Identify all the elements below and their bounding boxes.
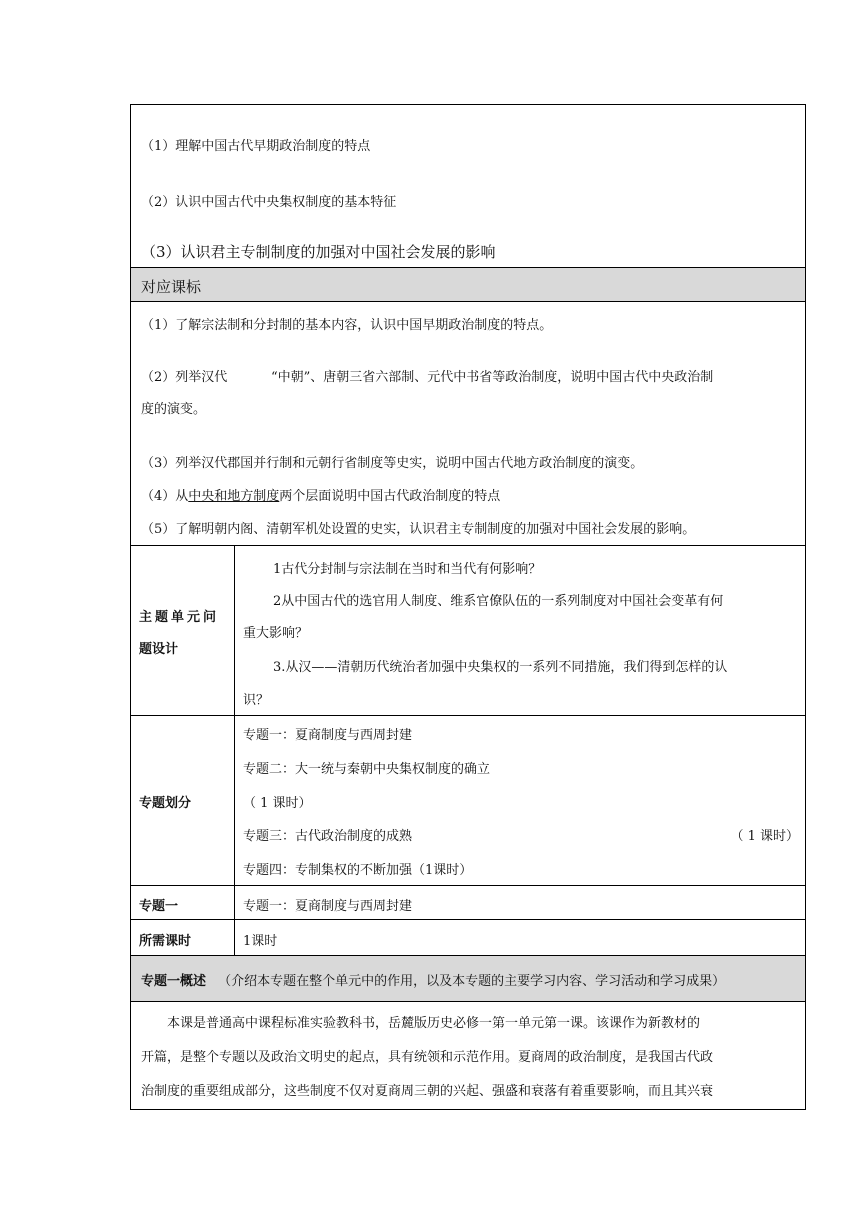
theme-questions-label-cell: [131, 546, 235, 715]
standard-item-2-cont: 度的演变。: [141, 402, 207, 417]
goal-item-1: （1）理解中国古代早期政治制度的特点: [141, 139, 371, 154]
topic-division-label-cell: [131, 716, 235, 885]
topic-2-hours: （ 1 课时）: [243, 796, 312, 811]
theme-questions-label-2: 题设计: [139, 642, 179, 657]
standards-cell: [130, 302, 806, 546]
topic-one-value: 专题一：夏商制度与西周封建: [243, 899, 413, 914]
theme-questions-label-1: 主题单元问: [139, 610, 220, 625]
question-3-line-1: 3.从汉——清朝历代统治者加强中央集权的一系列不同措施，我们得到怎样的认: [273, 660, 728, 675]
theme-questions-row: [130, 546, 806, 716]
standard-item-2-b: “中朝”、唐朝三省六部制、元代中书省等政治制度，说明中国古代中央政治制: [271, 370, 714, 385]
standard-item-5: （5）了解明朝内阁、清朝军机处设置的史实，认识君主专制制度的加强对中国社会发展的影响。: [141, 522, 696, 537]
hours-value: 1课时: [243, 934, 278, 949]
overview-body: [130, 1002, 806, 1110]
overview-header-text: [141, 970, 725, 989]
document-table: [130, 104, 806, 1110]
topic-one-content: [235, 886, 805, 919]
overview-line-2: 开篇，是整个专题以及政治文明史的起点，具有统领和示范作用。夏商周的政治制度，是我国古代政: [141, 1050, 714, 1065]
overview-label: 专题一概述: [141, 974, 207, 989]
topic-division-label: 专题划分: [139, 796, 192, 811]
standard-item-4-underlined: 中央和地方制度: [188, 489, 280, 504]
hours-label-cell: [131, 920, 235, 955]
hours-label: 所需课时: [139, 934, 192, 949]
goal-item-3: （3）认识君主专制制度的加强对中国社会发展的影响: [141, 243, 496, 261]
question-1: 1古代分封制与宗法制在当时和当代有何影响？: [273, 562, 542, 577]
theme-questions-content: [235, 546, 805, 715]
goal-item-2: （2）认识中国古代中央集权制度的基本特征: [141, 195, 397, 210]
unit-goals-cell: [130, 104, 806, 268]
question-2-line-1: 2从中国古代的选官用人制度、维系官僚队伍的一系列制度对中国社会变革有何: [273, 594, 724, 609]
topic-1: 专题一：夏商制度与西周封建: [243, 728, 413, 743]
question-2-line-2: 重大影响？: [243, 626, 309, 641]
topic-one-label-cell: [131, 886, 235, 919]
hours-content: [235, 920, 805, 955]
standards-header-label: 对应课标: [141, 278, 202, 296]
topic-2: 专题二：大一统与秦朝中央集权制度的确立: [243, 762, 491, 777]
topic-division-row: [130, 716, 806, 886]
overview-header: [130, 956, 806, 1002]
topic-division-content: [235, 716, 805, 885]
topic-one-label: 专题一: [139, 899, 179, 914]
topic-4: 专题四：专制集权的不断加强（1课时）: [243, 863, 473, 878]
overview-line-3: 治制度的重要组成部分，这些制度不仅对夏商周三朝的兴起、强盛和衰落有着重要影响，而且其兴衰: [141, 1084, 714, 1099]
standard-item-4: [141, 485, 500, 504]
topic-one-row: [130, 886, 806, 920]
question-3-line-2: 识？: [243, 693, 270, 708]
topic-3: 专题三：古代政治制度的成熟: [243, 829, 413, 844]
topic-3-hours: （ 1 课时）: [730, 829, 799, 844]
overview-note: （介绍本专题在整个单元中的作用，以及本专题的主要学习内容、学习活动和学习成果）: [218, 974, 726, 989]
hours-row: [130, 920, 806, 956]
standard-item-1: （1）了解宗法制和分封制的基本内容，认识中国早期政治制度的特点。: [141, 318, 553, 333]
overview-line-1: 本课是普通高中课程标准实验教科书，岳麓版历史必修一第一单元第一课。该课作为新教材的: [167, 1016, 701, 1031]
standard-item-4-prefix: （4）从: [141, 489, 189, 504]
standard-item-4-suffix: 两个层面说明中国古代政治制度的特点: [279, 489, 501, 504]
standards-header: [130, 268, 806, 302]
standard-item-2-a: （2）列举汉代: [141, 370, 228, 385]
standard-item-3: （3）列举汉代郡国并行制和元朝行省制度等史实，说明中国古代地方政治制度的演变。: [141, 456, 644, 471]
